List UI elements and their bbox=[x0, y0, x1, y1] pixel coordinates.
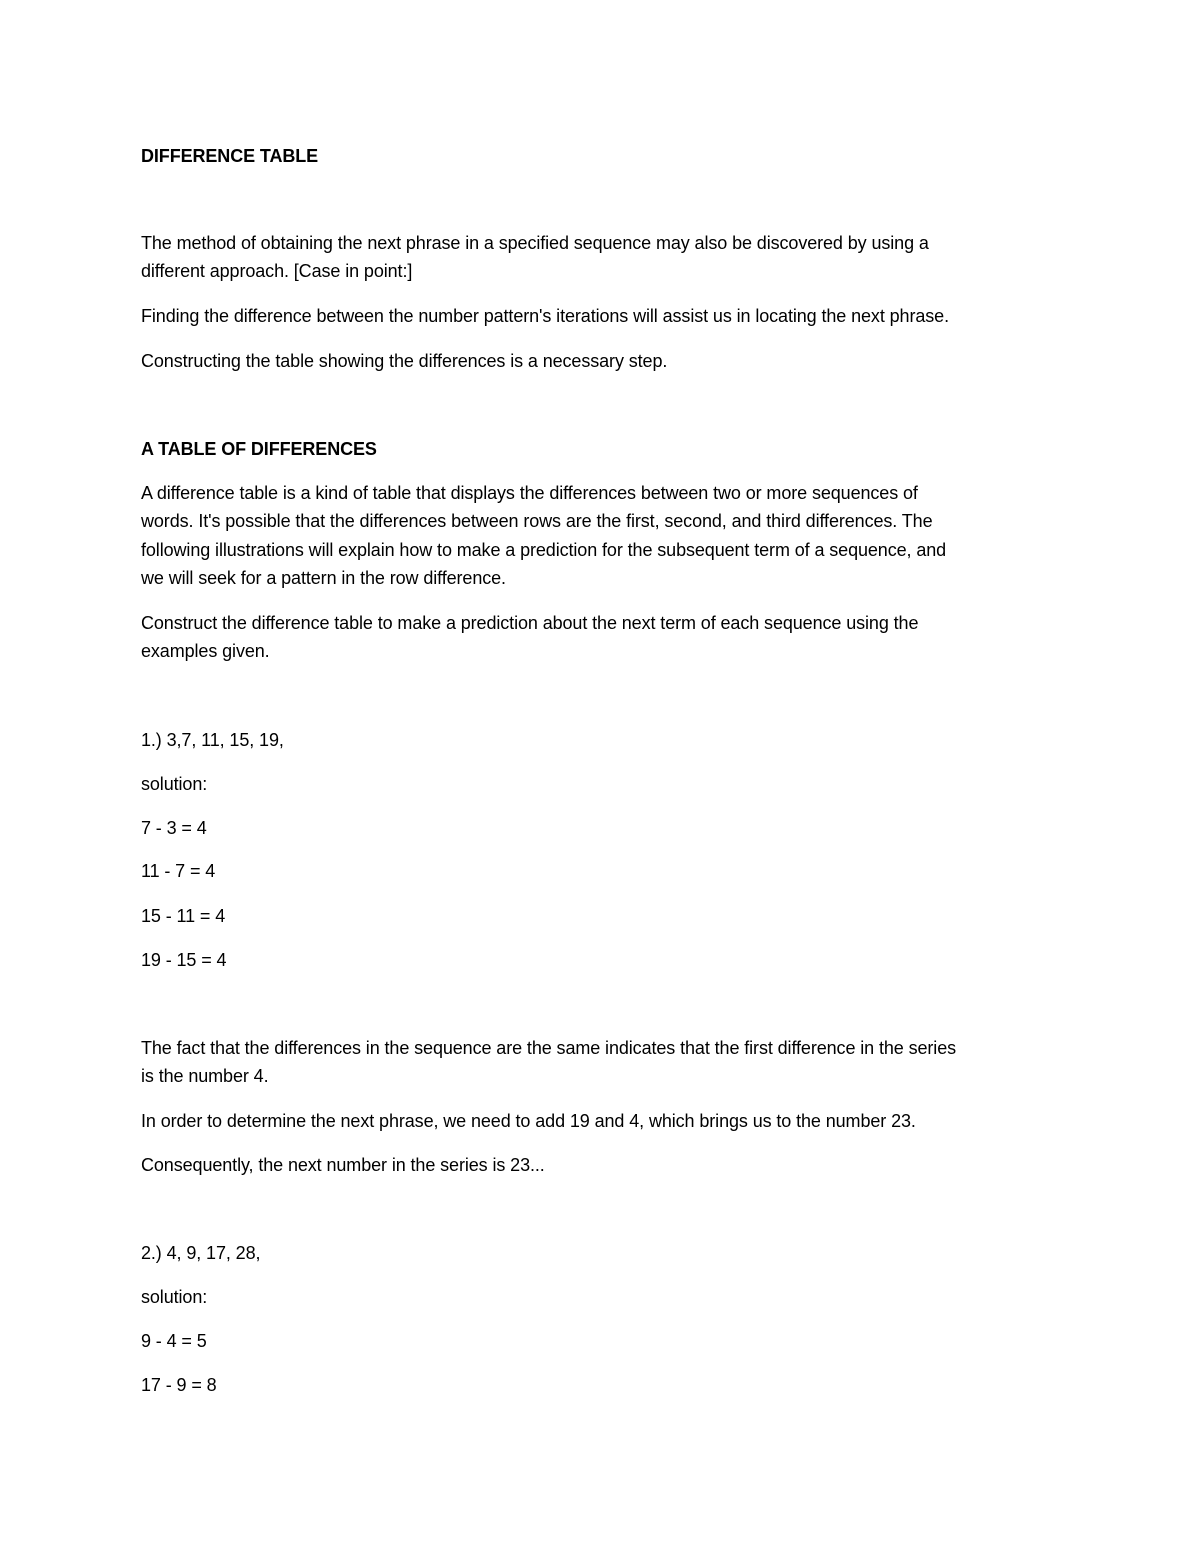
example-1-title: 1.) 3,7, 11, 15, 19, bbox=[141, 730, 284, 750]
intro-paragraph-3: Constructing the table showing the differences is a necessary step. bbox=[141, 351, 668, 371]
example-1-explanation-2: In order to determine the next phrase, we need to add 19 and 4, which brings us to the number 23. bbox=[141, 1111, 916, 1131]
example-2-title: 2.) 4, 9, 17, 28, bbox=[141, 1243, 261, 1263]
example-1-step-2: 11 - 7 = 4 bbox=[141, 861, 216, 881]
heading-difference-table: DIFFERENCE TABLE bbox=[141, 146, 319, 166]
definition-line-4: we will seek for a pattern in the row difference. bbox=[141, 568, 506, 588]
example-1-solution-label: solution: bbox=[141, 774, 208, 794]
example-1-step-3: 15 - 11 = 4 bbox=[141, 906, 226, 926]
example-2-solution-label: solution: bbox=[141, 1287, 208, 1307]
definition-line-2: words. It's possible that the differences between rows are the first, second, and third differences. The bbox=[141, 511, 933, 531]
example-1-step-4: 19 - 15 = 4 bbox=[141, 950, 227, 970]
intro-paragraph-2: Finding the difference between the number pattern's iterations will assist us in locating the next phrase. bbox=[141, 306, 949, 326]
definition-line-3: following illustrations will explain how to make a prediction for the subsequent term of a sequence, and bbox=[141, 540, 947, 560]
definition-line-1: A difference table is a kind of table that displays the differences between two or more sequences of bbox=[141, 483, 918, 503]
instruction-line-2: examples given. bbox=[141, 641, 270, 661]
instruction-line-1: Construct the difference table to make a prediction about the next term of each sequence using the bbox=[141, 613, 919, 633]
intro-paragraph-line-2: different approach. [Case in point:] bbox=[141, 261, 413, 281]
example-2-step-1: 9 - 4 = 5 bbox=[141, 1331, 207, 1351]
intro-paragraph-line-1: The method of obtaining the next phrase in a specified sequence may also be discovered by using a bbox=[141, 233, 929, 253]
example-1-explanation-line-2: is the number 4. bbox=[141, 1066, 269, 1086]
example-1-step-1: 7 - 3 = 4 bbox=[141, 818, 207, 838]
heading-table-of-differences: A TABLE OF DIFFERENCES bbox=[141, 439, 377, 459]
example-1-explanation-line-1: The fact that the differences in the sequence are the same indicates that the first difference in the series bbox=[141, 1038, 957, 1058]
example-2-step-2: 17 - 9 = 8 bbox=[141, 1375, 217, 1395]
example-1-conclusion: Consequently, the next number in the series is 23... bbox=[141, 1155, 545, 1175]
